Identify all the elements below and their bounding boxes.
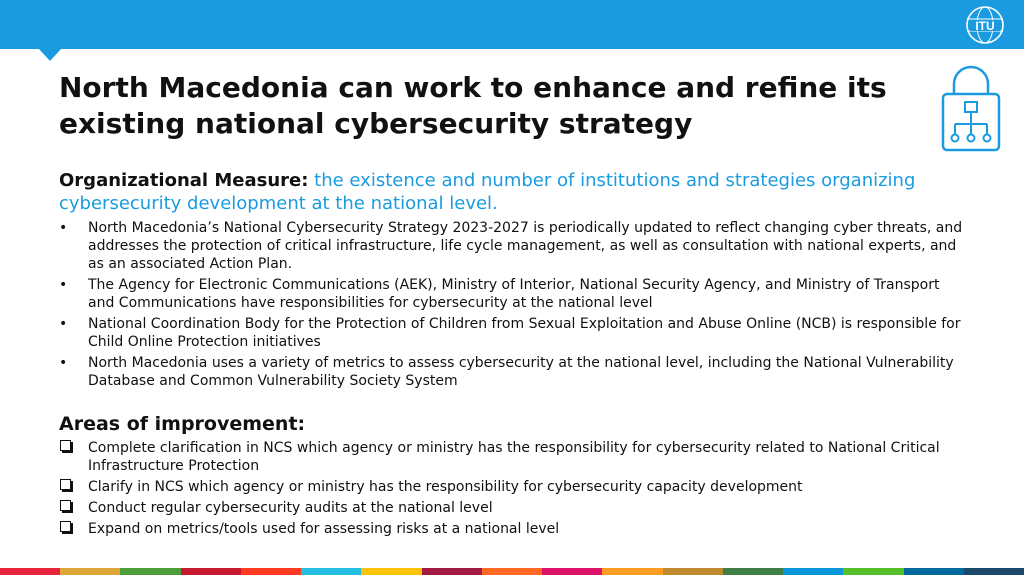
list-item: • North Macedonia’s National Cybersecurity Strategy 2023-2027 is periodically updated to reflect changing cyber threats, and addresses the protection of critical infrastructure, life cycle management, as well as consultation with national experts, and as an associated Action Plan.	[59, 219, 969, 273]
list-item	[59, 499, 969, 517]
list-item: • The Agency for Electronic Communications (AEK), Ministry of Interior, National Security Agency, and Ministry of Transport and Communications have responsibilities for cybersecurity at the national level	[59, 276, 969, 312]
checkbox-icon	[60, 479, 71, 490]
organizational-measure-text: the existence and number of institutions and strategies organizing cybersecurity development at the national level.	[59, 170, 916, 214]
stripe-segment	[301, 568, 361, 575]
list-item	[59, 520, 969, 538]
logo-text: ITU	[975, 19, 995, 33]
stripe-segment	[361, 568, 421, 575]
stripe-segment	[542, 568, 602, 575]
improvement-list	[59, 439, 969, 541]
stripe-segment	[723, 568, 783, 575]
list-item	[59, 478, 969, 496]
list-item-text: Conduct regular cybersecurity audits at the national level	[88, 500, 493, 516]
areas-heading: Areas of improvement:	[59, 413, 306, 435]
page-title: North Macedonia can work to enhance and refine its existing national cybersecurity strategy	[59, 71, 887, 140]
stripe-segment	[602, 568, 662, 575]
organizational-measure-label: Organizational Measure:	[59, 170, 309, 191]
stripe-segment	[482, 568, 542, 575]
top-bar-notch	[38, 48, 62, 61]
stripe-segment	[0, 568, 60, 575]
stripe-segment	[60, 568, 120, 575]
stripe-segment	[663, 568, 723, 575]
checkbox-icon	[60, 521, 71, 532]
top-bar	[0, 0, 1024, 49]
list-item-text: Complete clarification in NCS which agency or ministry has the responsibility for cybersecurity related to National Critical Infrastructure Protection	[88, 440, 940, 474]
list-item: • National Coordination Body for the Protection of Children from Sexual Exploitation and Abuse Online (NCB) is responsible for Child Online Protection initiatives	[59, 315, 969, 351]
stripe-segment	[241, 568, 301, 575]
stripe-segment	[181, 568, 241, 575]
list-item-text: Clarify in NCS which agency or ministry has the responsibility for cybersecurity capacity development	[88, 479, 803, 495]
checkbox-icon	[60, 440, 71, 451]
stripe-segment	[904, 568, 964, 575]
list-item: • North Macedonia uses a variety of metrics to assess cybersecurity at the national level, including the National Vulnerability Database and Common Vulnerability Society System	[59, 354, 969, 390]
itu-logo-icon	[964, 5, 1006, 45]
stripe-segment	[422, 568, 482, 575]
organizational-measure	[59, 169, 939, 215]
lock-network-icon	[938, 64, 1004, 154]
list-item	[59, 439, 969, 475]
stripe-segment	[964, 568, 1024, 575]
stripe-segment	[843, 568, 903, 575]
stripe-segment	[783, 568, 843, 575]
stripe-segment	[120, 568, 180, 575]
findings-list	[59, 219, 969, 393]
sdg-color-stripe	[0, 568, 1024, 575]
list-item-text: Expand on metrics/tools used for assessing risks at a national level	[88, 521, 560, 537]
checkbox-icon	[60, 500, 71, 511]
